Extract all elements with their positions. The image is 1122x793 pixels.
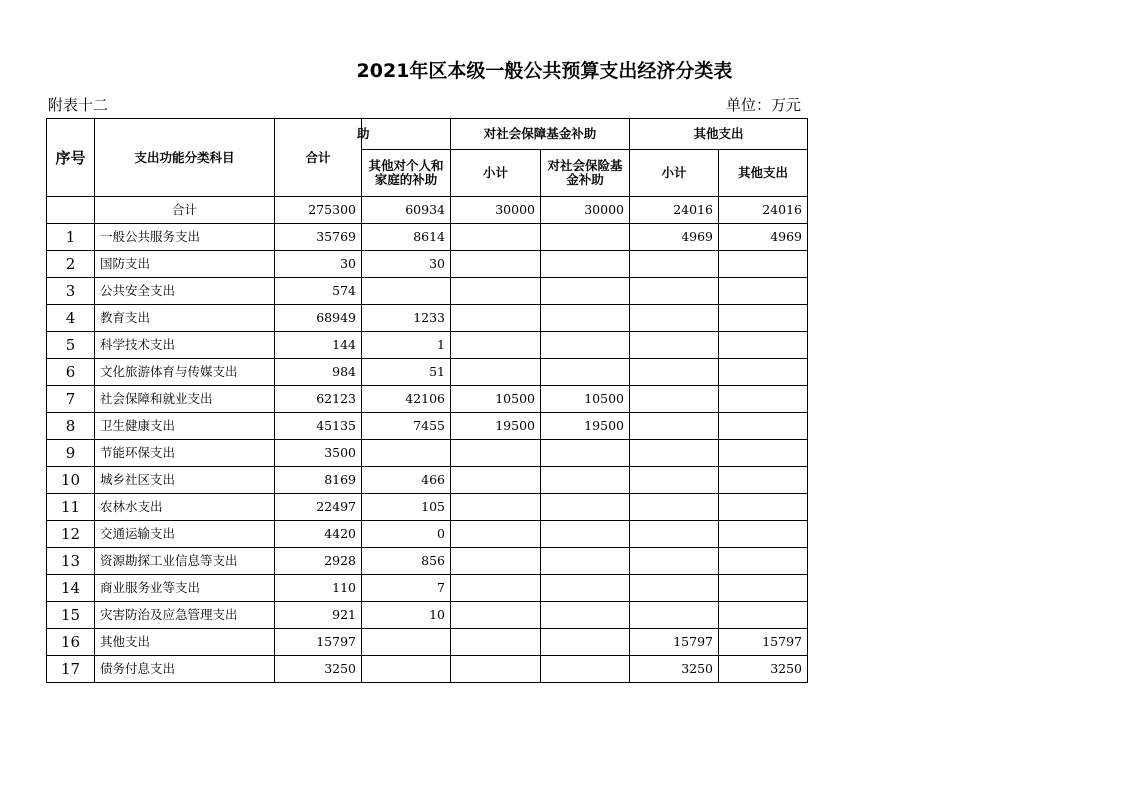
- header-other-group: 其他支出: [630, 119, 808, 150]
- row-value-cell: [451, 440, 541, 467]
- row-value-cell: [451, 278, 541, 305]
- row-value-cell: [451, 359, 541, 386]
- row-value-cell: [451, 629, 541, 656]
- row-value-cell: [451, 656, 541, 683]
- row-value-cell: 15797: [719, 629, 808, 656]
- row-category: 商业服务业等支出: [95, 575, 275, 602]
- row-value-cell: [541, 548, 630, 575]
- row-seq: 11: [47, 494, 95, 521]
- row-category: 一般公共服务支出: [95, 224, 275, 251]
- row-value-cell: [451, 494, 541, 521]
- appendix-label: 附表十二: [48, 96, 109, 114]
- row-value-cell: 19500: [451, 413, 541, 440]
- row-value-cell: 0: [362, 521, 451, 548]
- row-value-cell: [541, 494, 630, 521]
- row-value-cell: [541, 602, 630, 629]
- row-category: 交通运输支出: [95, 521, 275, 548]
- row-category: 资源勘探工业信息等支出: [95, 548, 275, 575]
- row-value-cell: 7455: [362, 413, 451, 440]
- row-seq: 17: [47, 656, 95, 683]
- row-value-cell: [451, 548, 541, 575]
- row-value-cell: [719, 278, 808, 305]
- row-value-cell: [630, 359, 719, 386]
- header-subtotal-1: 小计: [451, 150, 541, 197]
- row-value-cell: [451, 467, 541, 494]
- row-value-cell: [541, 575, 630, 602]
- row-category: 社会保障和就业支出: [95, 386, 275, 413]
- row-value-cell: [719, 602, 808, 629]
- row-value-cell: [719, 494, 808, 521]
- row-value-cell: 3500: [275, 440, 362, 467]
- row-value-cell: [630, 467, 719, 494]
- row-value-cell: [451, 602, 541, 629]
- row-value-cell: [541, 224, 630, 251]
- row-value-cell: [541, 521, 630, 548]
- row-value-cell: 42106: [362, 386, 451, 413]
- total-cell: 24016: [630, 197, 719, 224]
- row-value-cell: 15797: [275, 629, 362, 656]
- row-value-cell: [719, 575, 808, 602]
- row-value-cell: [451, 305, 541, 332]
- row-category: 卫生健康支出: [95, 413, 275, 440]
- row-value-cell: [541, 656, 630, 683]
- table-row: [47, 386, 808, 413]
- row-value-cell: 105: [362, 494, 451, 521]
- total-cell: 60934: [362, 197, 451, 224]
- row-value-cell: 10: [362, 602, 451, 629]
- table-row: [47, 656, 808, 683]
- row-value-cell: 4420: [275, 521, 362, 548]
- row-value-cell: [719, 251, 808, 278]
- row-value-cell: [362, 440, 451, 467]
- row-value-cell: [630, 494, 719, 521]
- row-value-cell: [630, 386, 719, 413]
- row-value-cell: 8614: [362, 224, 451, 251]
- row-value-cell: [719, 386, 808, 413]
- row-seq: 16: [47, 629, 95, 656]
- row-value-cell: 1: [362, 332, 451, 359]
- row-seq: 7: [47, 386, 95, 413]
- row-value-cell: [630, 413, 719, 440]
- total-seq-cell: [47, 197, 95, 224]
- row-value-cell: [630, 332, 719, 359]
- table-row: [47, 305, 808, 332]
- row-category: 城乡社区支出: [95, 467, 275, 494]
- row-value-cell: [719, 413, 808, 440]
- row-seq: 9: [47, 440, 95, 467]
- table-row: [47, 224, 808, 251]
- row-seq: 4: [47, 305, 95, 332]
- table-row: [47, 332, 808, 359]
- row-value-cell: [451, 251, 541, 278]
- row-value-cell: [630, 440, 719, 467]
- row-value-cell: 15797: [630, 629, 719, 656]
- row-category: 债务付息支出: [95, 656, 275, 683]
- row-seq: 12: [47, 521, 95, 548]
- table-row: [47, 413, 808, 440]
- row-seq: 8: [47, 413, 95, 440]
- row-value-cell: [451, 575, 541, 602]
- table-row: [47, 278, 808, 305]
- row-value-cell: [719, 332, 808, 359]
- row-value-cell: [630, 575, 719, 602]
- row-value-cell: [719, 548, 808, 575]
- row-seq: 10: [47, 467, 95, 494]
- table-row: [47, 629, 808, 656]
- row-value-cell: [630, 305, 719, 332]
- row-value-cell: 3250: [275, 656, 362, 683]
- total-cell: 30000: [451, 197, 541, 224]
- total-cell: 275300: [275, 197, 362, 224]
- row-value-cell: [719, 305, 808, 332]
- row-value-cell: [541, 359, 630, 386]
- row-category: 节能环保支出: [95, 440, 275, 467]
- row-value-cell: 4969: [630, 224, 719, 251]
- header-other-expense: 其他支出: [719, 150, 808, 197]
- table-row: [47, 440, 808, 467]
- row-value-cell: 574: [275, 278, 362, 305]
- row-seq: 14: [47, 575, 95, 602]
- row-value-cell: [362, 656, 451, 683]
- row-category: 国防支出: [95, 251, 275, 278]
- row-value-cell: 466: [362, 467, 451, 494]
- header-social-security-group: 对社会保障基金补助: [451, 119, 630, 150]
- row-value-cell: 7: [362, 575, 451, 602]
- row-value-cell: 10500: [541, 386, 630, 413]
- row-value-cell: [451, 332, 541, 359]
- total-label: 合计: [95, 197, 275, 224]
- row-value-cell: 3250: [719, 656, 808, 683]
- row-value-cell: [630, 278, 719, 305]
- row-value-cell: [719, 440, 808, 467]
- row-value-cell: 51: [362, 359, 451, 386]
- row-seq: 1: [47, 224, 95, 251]
- table-row: [47, 521, 808, 548]
- header-social-insurance-subsidy: 对社会保险基金补助: [541, 150, 630, 197]
- header-total: 合计: [275, 119, 362, 197]
- row-value-cell: [541, 305, 630, 332]
- row-value-cell: 35769: [275, 224, 362, 251]
- row-category: 教育支出: [95, 305, 275, 332]
- row-category: 科学技术支出: [95, 332, 275, 359]
- row-value-cell: 22497: [275, 494, 362, 521]
- row-category: 其他支出: [95, 629, 275, 656]
- row-seq: 2: [47, 251, 95, 278]
- row-value-cell: 3250: [630, 656, 719, 683]
- header-other-individual-subsidy: 其他对个人和家庭的补助: [362, 150, 451, 197]
- row-value-cell: [630, 548, 719, 575]
- table-row: [47, 359, 808, 386]
- row-value-cell: [541, 467, 630, 494]
- row-value-cell: [719, 521, 808, 548]
- row-value-cell: [362, 629, 451, 656]
- page-title: 2021年区本级一般公共预算支出经济分类表: [356, 60, 733, 82]
- row-value-cell: [630, 602, 719, 629]
- row-seq: 5: [47, 332, 95, 359]
- table-row: [47, 467, 808, 494]
- row-value-cell: 19500: [541, 413, 630, 440]
- row-value-cell: [541, 332, 630, 359]
- row-value-cell: [541, 629, 630, 656]
- row-value-cell: 144: [275, 332, 362, 359]
- table-row: [47, 575, 808, 602]
- row-seq: 15: [47, 602, 95, 629]
- row-value-cell: [451, 224, 541, 251]
- row-value-cell: [541, 278, 630, 305]
- row-value-cell: [719, 467, 808, 494]
- budget-expenditure-table: [46, 118, 808, 683]
- row-value-cell: 30: [275, 251, 362, 278]
- row-value-cell: 45135: [275, 413, 362, 440]
- row-value-cell: 4969: [719, 224, 808, 251]
- table-row: [47, 548, 808, 575]
- row-category: 公共安全支出: [95, 278, 275, 305]
- row-value-cell: 8169: [275, 467, 362, 494]
- row-seq: 13: [47, 548, 95, 575]
- header-seq: 序号: [47, 119, 95, 197]
- header-individual-subsidy-text: 助: [357, 126, 370, 141]
- row-value-cell: [630, 251, 719, 278]
- row-seq: 6: [47, 359, 95, 386]
- row-seq: 3: [47, 278, 95, 305]
- row-value-cell: [541, 251, 630, 278]
- row-value-cell: [451, 521, 541, 548]
- row-value-cell: 10500: [451, 386, 541, 413]
- row-value-cell: [630, 521, 719, 548]
- row-value-cell: [541, 440, 630, 467]
- row-value-cell: [719, 359, 808, 386]
- row-category: 农林水支出: [95, 494, 275, 521]
- row-category: 文化旅游体育与传媒支出: [95, 359, 275, 386]
- row-value-cell: 110: [275, 575, 362, 602]
- table-row: [47, 602, 808, 629]
- row-value-cell: 984: [275, 359, 362, 386]
- header-subtotal-2: 小计: [630, 150, 719, 197]
- table-row: [47, 494, 808, 521]
- row-value-cell: 856: [362, 548, 451, 575]
- row-value-cell: 1233: [362, 305, 451, 332]
- total-cell: 30000: [541, 197, 630, 224]
- row-value-cell: 68949: [275, 305, 362, 332]
- table-row: [47, 251, 808, 278]
- header-category: 支出功能分类科目: [95, 119, 275, 197]
- row-value-cell: 62123: [275, 386, 362, 413]
- row-value-cell: 30: [362, 251, 451, 278]
- total-row: [47, 197, 808, 224]
- header-row-1: [47, 119, 808, 150]
- row-value-cell: 2928: [275, 548, 362, 575]
- header-individual-subsidy-group: [357, 119, 451, 150]
- total-cell: 24016: [719, 197, 808, 224]
- unit-label: 单位：万元: [725, 96, 801, 114]
- row-value-cell: [362, 278, 451, 305]
- row-category: 灾害防治及应急管理支出: [95, 602, 275, 629]
- row-value-cell: 921: [275, 602, 362, 629]
